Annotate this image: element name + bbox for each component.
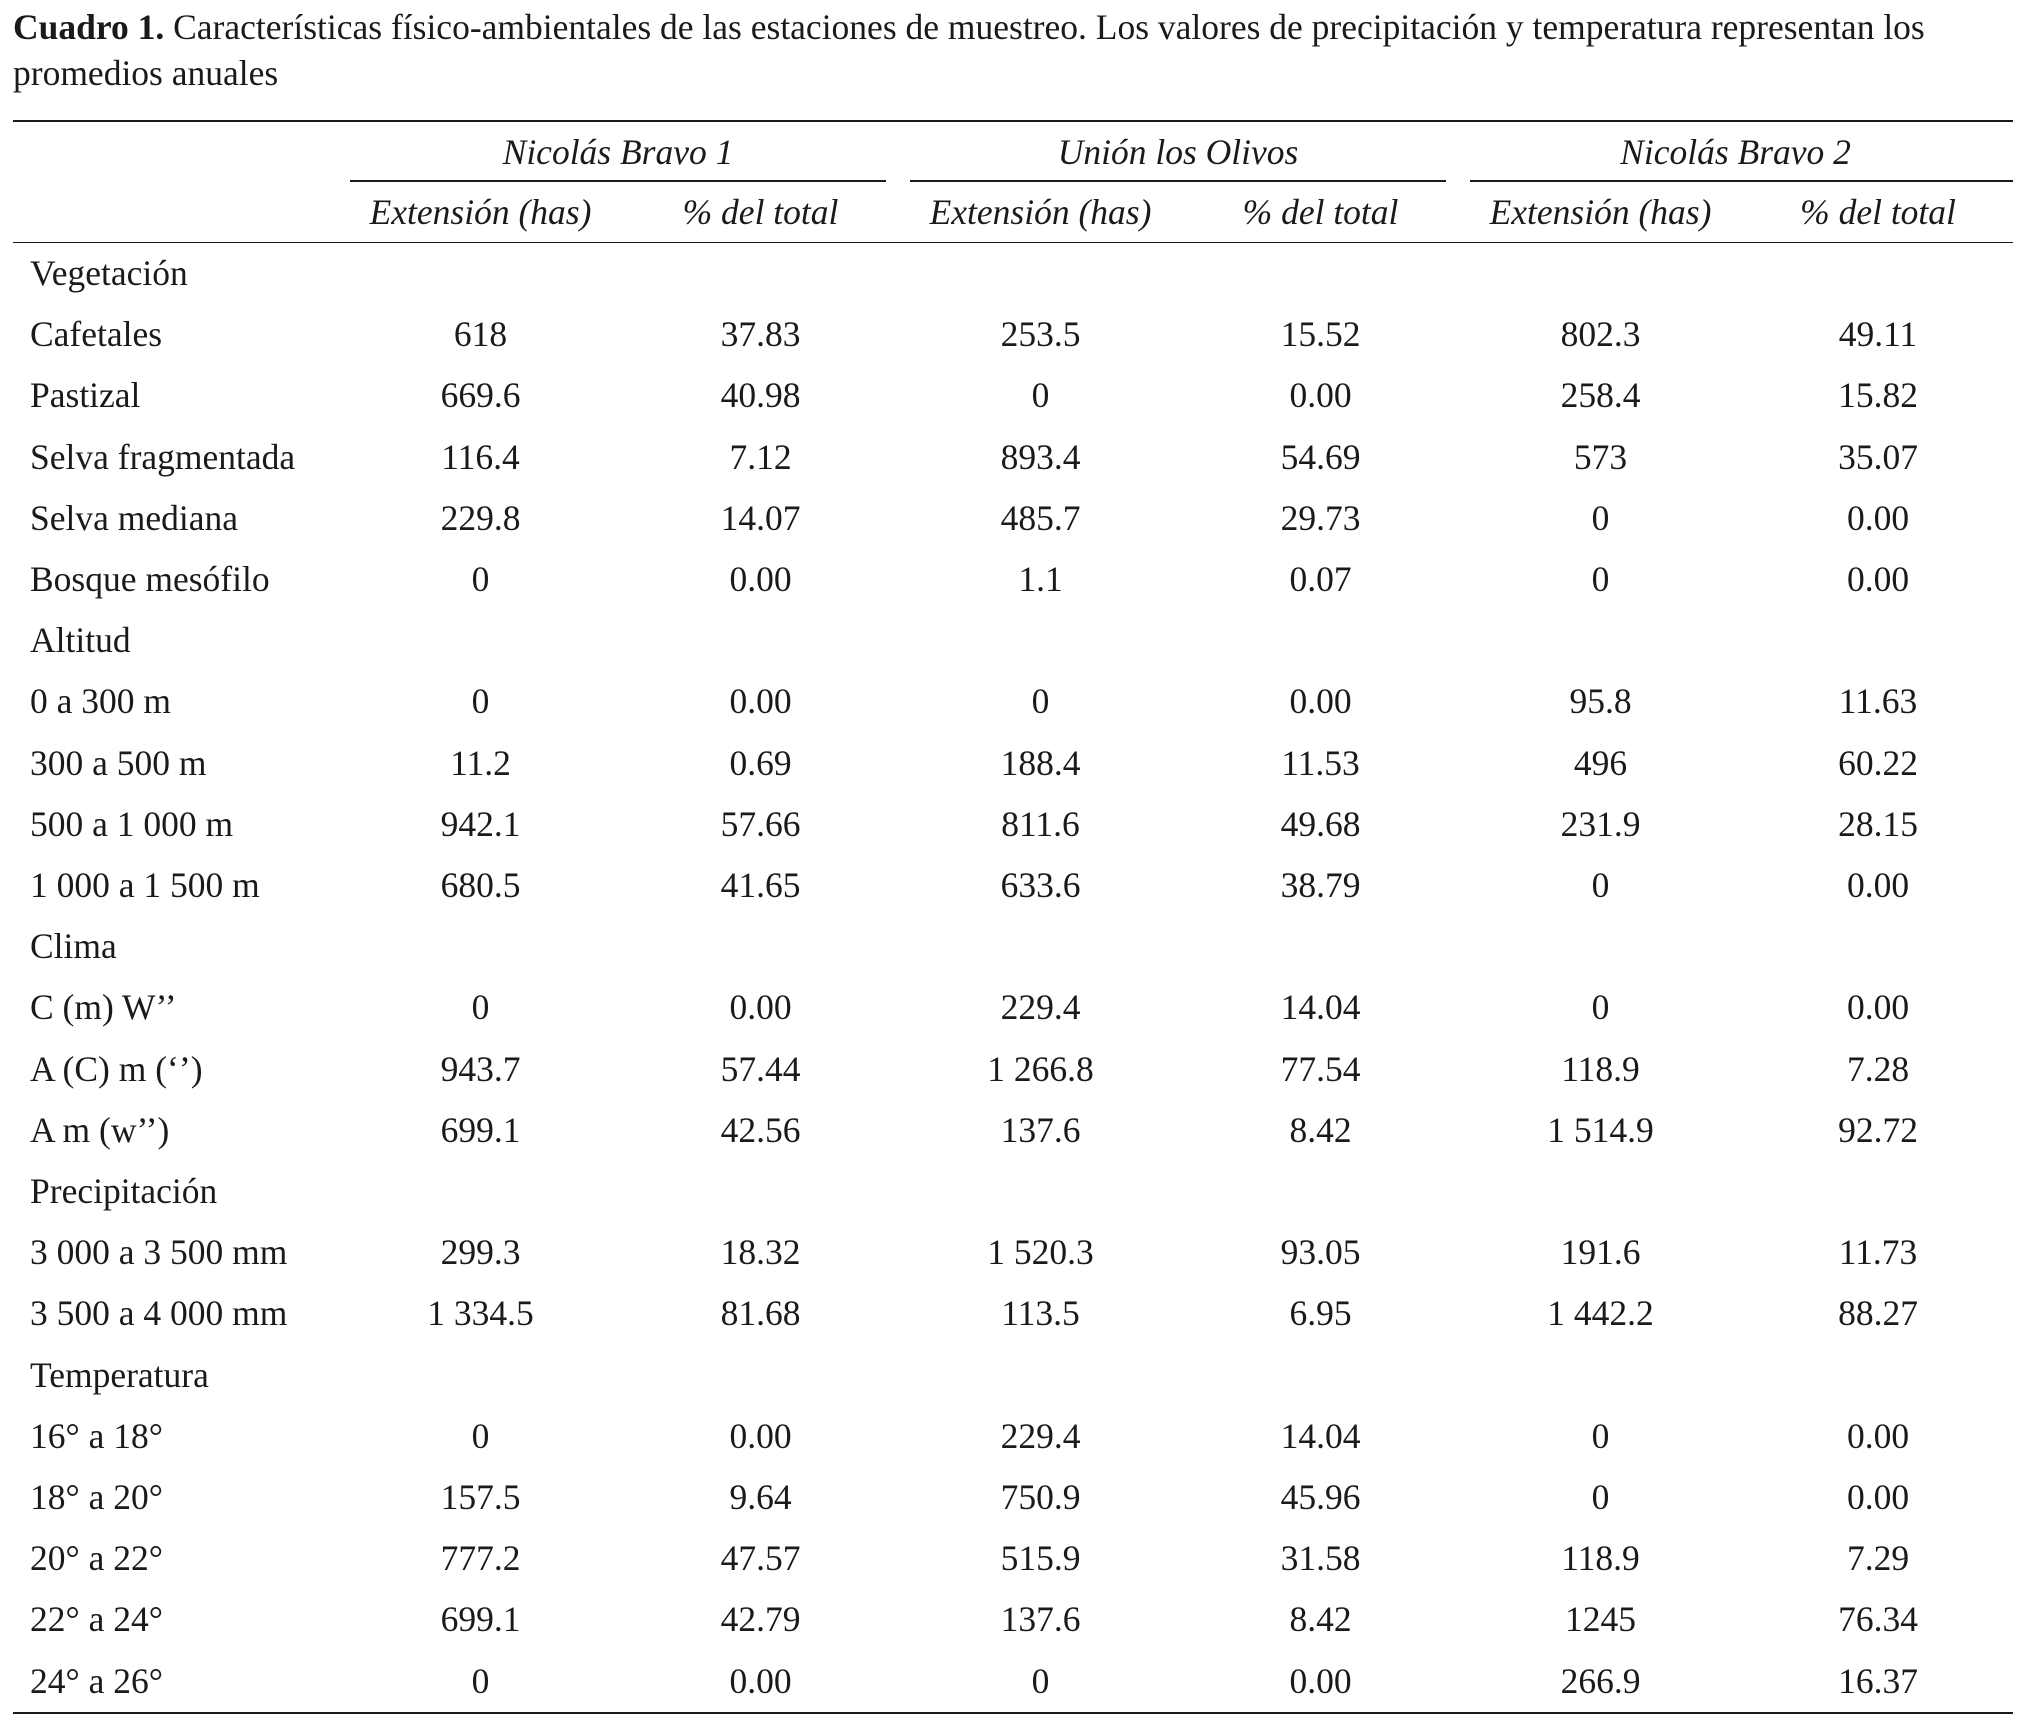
- table-cell: 191.6: [1560, 1232, 1641, 1273]
- table-row: [13, 855, 2013, 916]
- table-cell: 38.79: [1280, 865, 1361, 906]
- table-cell: 811.6: [1001, 803, 1080, 844]
- table-cell: 0.00: [1289, 375, 1352, 416]
- table-cell: 750.9: [1000, 1477, 1081, 1518]
- table-cell: 680.5: [440, 865, 521, 906]
- section-row: [13, 1161, 2013, 1222]
- table-cell: 0: [1031, 1660, 1050, 1701]
- table-cell: 1 520.3: [987, 1232, 1094, 1273]
- table-cell: 942.1: [440, 803, 521, 844]
- table-cell: 299.3: [440, 1232, 521, 1273]
- row-label: Selva fragmentada: [30, 436, 296, 477]
- table-row: [13, 1589, 2013, 1650]
- table-cell: 11.53: [1281, 742, 1360, 783]
- table-cell: [623, 243, 898, 305]
- table-cell: 6.95: [1289, 1293, 1352, 1334]
- row-label: 16° a 18°: [30, 1415, 163, 1456]
- table-cell: 49.68: [1280, 803, 1361, 844]
- table-cell: 116.4: [441, 436, 520, 477]
- table-cell: [1458, 1161, 1743, 1222]
- column-header: Extensión (has): [338, 182, 623, 243]
- row-label: C (m) W’’: [30, 987, 177, 1028]
- table-cell: 1245: [1565, 1599, 1637, 1640]
- row-label: A (C) m (‘’): [30, 1048, 203, 1089]
- table-cell: 57.66: [720, 803, 801, 844]
- table-cell: 42.56: [720, 1109, 801, 1150]
- column-header: % del total: [623, 182, 898, 243]
- table-row: [13, 1651, 2013, 1712]
- table-cell: 93.05: [1280, 1232, 1361, 1273]
- table-row: [13, 1467, 2013, 1528]
- table-cell: [898, 1345, 1183, 1406]
- table-cell: 229.4: [1000, 1415, 1081, 1456]
- table-cell: 15.82: [1838, 375, 1918, 416]
- table-cell: 37.83: [720, 314, 801, 355]
- row-label: Pastizal: [30, 375, 141, 416]
- table-cell: 0.00: [729, 1660, 792, 1701]
- table-row: [13, 1528, 2013, 1589]
- table-cell: 7.12: [729, 436, 792, 477]
- table-cell: 15.52: [1280, 314, 1361, 355]
- table-row: [13, 488, 2013, 549]
- table-cell: 0: [471, 681, 490, 722]
- table-cell: 943.7: [440, 1048, 521, 1089]
- table-cell: 54.69: [1280, 436, 1361, 477]
- table-cell: 0.00: [729, 681, 792, 722]
- table-cell: 42.79: [720, 1599, 801, 1640]
- table-cell: [1458, 243, 1743, 305]
- table-cell: 1 514.9: [1547, 1109, 1654, 1150]
- table-cell: 0.00: [1289, 1660, 1352, 1701]
- table-cell: 11.2: [450, 742, 511, 783]
- header-blank: [13, 182, 338, 243]
- table-cell: 188.4: [1000, 742, 1081, 783]
- table-cell: 88.27: [1838, 1293, 1918, 1334]
- row-label: 3 500 a 4 000 mm: [30, 1293, 288, 1334]
- table-cell: 76.34: [1838, 1599, 1918, 1640]
- table-cell: 669.6: [440, 375, 521, 416]
- table-cell: 0: [1591, 1415, 1610, 1456]
- table-cell: [1183, 243, 1458, 305]
- table-cell: 0: [471, 987, 490, 1028]
- table-cell: 496: [1573, 742, 1628, 783]
- table-cell: [898, 1161, 1183, 1222]
- table-cell: 893.4: [1000, 436, 1081, 477]
- table-cell: 60.22: [1838, 742, 1918, 783]
- group-header: [338, 122, 898, 182]
- table-cell: [1743, 916, 2013, 977]
- table-cell: 118.9: [1561, 1538, 1640, 1579]
- table-cell: [623, 916, 898, 977]
- table-cell: [1183, 1161, 1458, 1222]
- table-cell: 699.1: [440, 1599, 521, 1640]
- table-row: [13, 549, 2013, 610]
- row-label: 22° a 24°: [30, 1599, 163, 1640]
- table-cell: 0.00: [729, 1415, 792, 1456]
- table-cell: 35.07: [1838, 436, 1918, 477]
- table-cell: 0.00: [729, 559, 792, 600]
- table-cell: [1743, 1161, 2013, 1222]
- table-cell: 92.72: [1838, 1109, 1918, 1150]
- section-row: [13, 243, 2013, 305]
- table-cell: 7.29: [1846, 1538, 1910, 1579]
- table-cell: 47.57: [720, 1538, 801, 1579]
- table-cell: 16.37: [1838, 1660, 1918, 1701]
- table-cell: [338, 1161, 623, 1222]
- table-cell: [898, 610, 1183, 671]
- row-label: 20° a 22°: [30, 1538, 163, 1579]
- row-label: A m (w’’): [30, 1109, 170, 1150]
- table-cell: 11.73: [1838, 1232, 1918, 1273]
- table-cell: [338, 610, 623, 671]
- table-cell: 29.73: [1280, 497, 1361, 538]
- table-cell: 802.3: [1560, 314, 1641, 355]
- table-cell: 0: [471, 1415, 490, 1456]
- subheader-row: [13, 182, 2013, 243]
- table-cell: 253.5: [1000, 314, 1081, 355]
- table-cell: 0: [1591, 497, 1610, 538]
- table-cell: [338, 1345, 623, 1406]
- table-cell: 0: [1031, 375, 1050, 416]
- table-cell: 41.65: [720, 865, 801, 906]
- table-cell: 0.00: [729, 987, 792, 1028]
- table-cell: 258.4: [1560, 375, 1641, 416]
- section-label: Precipitación: [30, 1171, 218, 1212]
- table-cell: 137.6: [1000, 1109, 1081, 1150]
- section-row: [13, 610, 2013, 671]
- table-cell: [1743, 1345, 2013, 1406]
- table-cell: [1458, 610, 1743, 671]
- table-row: [13, 1100, 2013, 1161]
- table-cell: 229.8: [440, 497, 521, 538]
- row-label: 3 000 a 3 500 mm: [30, 1232, 288, 1273]
- table-cell: 1.1: [1018, 559, 1063, 600]
- caption-label: Cuadro 1.: [13, 7, 165, 47]
- row-label: 500 a 1 000 m: [30, 803, 234, 844]
- table-cell: 118.9: [1561, 1048, 1640, 1089]
- table-cell: 14.04: [1280, 987, 1361, 1028]
- group-header: [1458, 122, 2013, 182]
- table-cell: 28.15: [1838, 803, 1918, 844]
- table-cell: 633.6: [1000, 865, 1081, 906]
- table-cell: 618: [453, 314, 508, 355]
- table-cell: 11.63: [1838, 681, 1918, 722]
- table-row: [13, 733, 2013, 794]
- group-header-row: [13, 122, 2013, 182]
- row-label: Selva mediana: [30, 497, 238, 538]
- table-cell: 0: [471, 1660, 490, 1701]
- table-cell: [1743, 610, 2013, 671]
- table-cell: 40.98: [720, 375, 801, 416]
- table-cell: 0.00: [1289, 681, 1352, 722]
- table-cell: 0.00: [1846, 987, 1910, 1028]
- section-row: [13, 916, 2013, 977]
- section-label: Temperatura: [30, 1354, 209, 1395]
- table-cell: 1 266.8: [987, 1048, 1094, 1089]
- table-cell: 14.04: [1280, 1415, 1361, 1456]
- row-label: 1 000 a 1 500 m: [30, 865, 260, 906]
- data-table-container: [13, 120, 2013, 1714]
- table-row: [13, 365, 2013, 426]
- table-cell: 0: [471, 559, 490, 600]
- section-label: Clima: [30, 926, 117, 967]
- table-cell: 573: [1573, 436, 1628, 477]
- table-cell: 137.6: [1000, 1599, 1081, 1640]
- table-row: [13, 1406, 2013, 1467]
- group-header: [898, 122, 1458, 182]
- table-cell: [898, 916, 1183, 977]
- column-header: % del total: [1183, 182, 1458, 243]
- table-cell: [898, 243, 1183, 305]
- table-cell: 515.9: [1000, 1538, 1081, 1579]
- row-label: 300 a 500 m: [30, 742, 207, 783]
- table-caption: [13, 4, 2013, 96]
- table-cell: 0.00: [1846, 865, 1910, 906]
- table-cell: 9.64: [729, 1477, 792, 1518]
- table-cell: [623, 1345, 898, 1406]
- data-table: [13, 122, 2013, 1712]
- group-header-label: Nicolás Bravo 2: [1620, 132, 1851, 172]
- table-cell: 1 334.5: [427, 1293, 534, 1334]
- table-cell: 49.11: [1838, 314, 1918, 355]
- table-cell: [1458, 916, 1743, 977]
- table-cell: 0.07: [1289, 559, 1352, 600]
- caption-text: Características físico-ambientales de las estaciones de muestreo. Los valores de precipitación y temperatura representan los promedios anuales: [13, 7, 1925, 93]
- group-header-label: Unión los Olivos: [1057, 132, 1299, 172]
- table-row: [13, 1222, 2013, 1283]
- table-cell: 8.42: [1289, 1109, 1352, 1150]
- row-label: 24° a 26°: [30, 1660, 163, 1701]
- header-blank: [13, 122, 338, 182]
- table-cell: [1183, 916, 1458, 977]
- column-header: Extensión (has): [898, 182, 1183, 243]
- table-cell: 113.5: [1001, 1293, 1080, 1334]
- table-row: [13, 304, 2013, 365]
- table-cell: 231.9: [1560, 803, 1641, 844]
- table-row: [13, 1283, 2013, 1344]
- table-row: [13, 977, 2013, 1038]
- table-cell: 1 442.2: [1547, 1293, 1654, 1334]
- table-cell: 0.00: [1846, 1477, 1910, 1518]
- column-header: % del total: [1743, 182, 2013, 243]
- table-cell: [1183, 1345, 1458, 1406]
- table-cell: 0: [1591, 865, 1610, 906]
- row-label: 0 a 300 m: [30, 681, 171, 722]
- table-row: [13, 671, 2013, 732]
- table-cell: 45.96: [1280, 1477, 1361, 1518]
- table-cell: 266.9: [1560, 1660, 1641, 1701]
- table-cell: 0.00: [1846, 559, 1910, 600]
- table-cell: 57.44: [720, 1048, 801, 1089]
- section-label: Altitud: [30, 620, 131, 661]
- table-cell: 699.1: [440, 1109, 521, 1150]
- section-row: [13, 1345, 2013, 1406]
- table-cell: [1183, 610, 1458, 671]
- table-cell: 157.5: [440, 1477, 521, 1518]
- table-cell: 0.69: [729, 742, 792, 783]
- table-row: [13, 1039, 2013, 1100]
- table-cell: [1743, 243, 2013, 305]
- table-cell: [623, 1161, 898, 1222]
- table-cell: [338, 243, 623, 305]
- table-cell: 7.28: [1846, 1048, 1910, 1089]
- table-cell: 485.7: [1000, 497, 1081, 538]
- table-cell: 77.54: [1280, 1048, 1361, 1089]
- row-label: Bosque mesófilo: [30, 559, 270, 600]
- table-cell: 777.2: [440, 1538, 521, 1579]
- table-cell: 8.42: [1289, 1599, 1352, 1640]
- table-cell: 0: [1591, 987, 1610, 1028]
- table-cell: 95.8: [1569, 681, 1632, 722]
- table-cell: 31.58: [1280, 1538, 1361, 1579]
- table-cell: 0.00: [1846, 1415, 1910, 1456]
- table-cell: 18.32: [720, 1232, 801, 1273]
- table-cell: 81.68: [720, 1293, 801, 1334]
- row-label: 18° a 20°: [30, 1477, 163, 1518]
- table-cell: 0: [1591, 559, 1610, 600]
- table-cell: 0.00: [1846, 497, 1910, 538]
- table-cell: [1458, 1345, 1743, 1406]
- table-row: [13, 427, 2013, 488]
- table-cell: [623, 610, 898, 671]
- table-row: [13, 794, 2013, 855]
- table-cell: [338, 916, 623, 977]
- row-label: Cafetales: [30, 314, 163, 355]
- table-cell: 229.4: [1000, 987, 1081, 1028]
- table-cell: 14.07: [720, 497, 801, 538]
- section-label: Vegetación: [30, 253, 188, 293]
- group-header-label: Nicolás Bravo 1: [502, 132, 734, 172]
- table-cell: 0: [1031, 681, 1050, 722]
- table-body: [13, 243, 2013, 1712]
- column-header: Extensión (has): [1458, 182, 1743, 243]
- table-cell: 0: [1591, 1477, 1610, 1518]
